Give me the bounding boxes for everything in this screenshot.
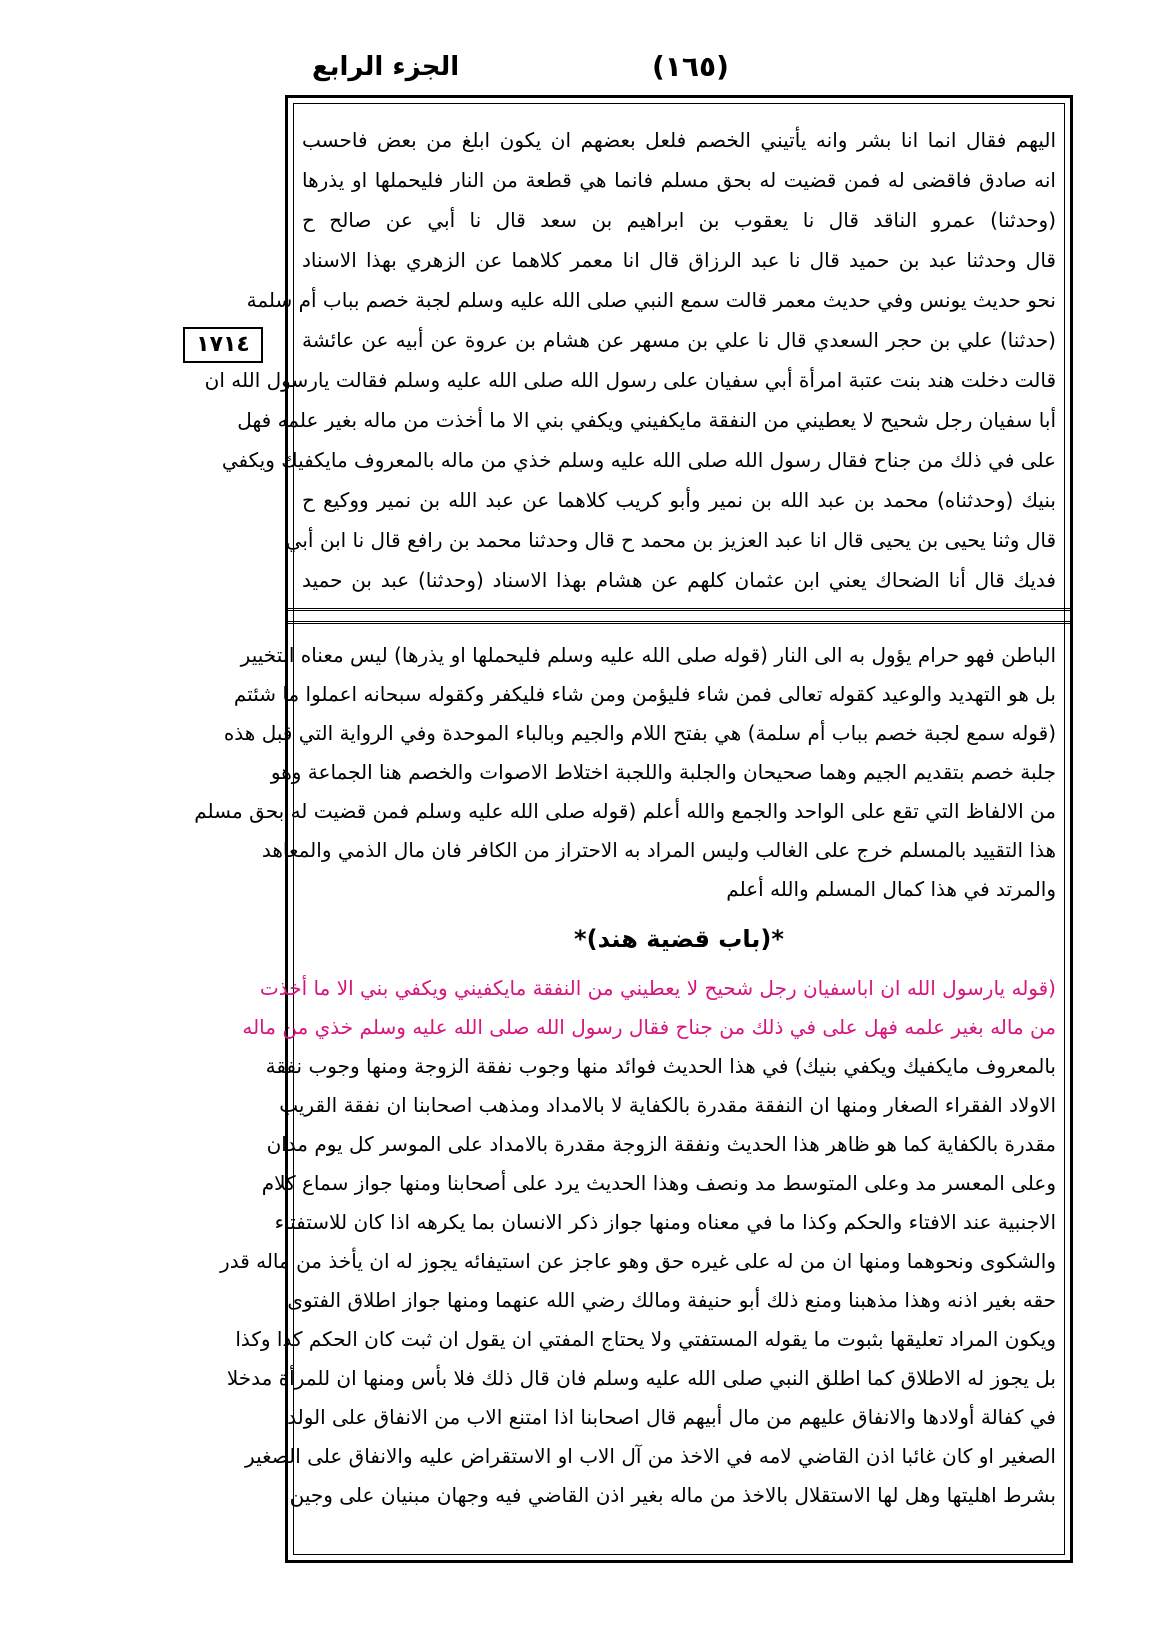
commentary-line: من الالفاظ التي تقع على الواحد والجمع والله أعلم (قوله صلى الله عليه وسلم فمن قضيت له بحق مسلم (194, 799, 1056, 823)
commentary-line: الاولاد الفقراء الصغار ومنها ان النفقة مقدرة بالكفاية لا بالامداد ومذهب اصحابنا ان نفقة القريب (279, 1093, 1056, 1117)
commentary-line: مقدرة بالكفاية كما هو ظاهر هذا الحديث ونفقة الزوجة مقدرة بالامداد على الموسر كل يوم مدان (266, 1132, 1056, 1156)
commentary-line: بالمعروف مايكفيك ويكفي بنيك) في هذا الحديث فوائد منها وجوب نفقة الزوجة ومنها وجوب نفقة (265, 1054, 1056, 1078)
hadith-line: (وحدثنا) عمرو الناقد قال نا يعقوب بن ابراهيم بن سعد قال نا أبي عن صالح ح (302, 208, 1056, 232)
hadith-line: على في ذلك من جناح فقال رسول الله صلى الله عليه وسلم خذي من ماله بالمعروف مايكفيك ويكفي (221, 448, 1056, 472)
hadith-number-badge: ١٧١٤ (183, 327, 263, 363)
commentary-line: والمرتد في هذا كمال المسلم والله أعلم (726, 877, 1056, 901)
commentary-line: حقه بغير اذنه وهذا مذهبنا ومنع ذلك أبو حنيفة ومالك رضي الله عنهما ومنها جواز اطلاق الفتوى (287, 1288, 1056, 1312)
hadith-line: أبا سفيان رجل شحيح لا يعطيني من النفقة مايكفيني ويكفي بني الا ما أخذت من ماله بغير علمه فهل (237, 408, 1056, 432)
commentary-line: هذا التقييد بالمسلم خرج على الغالب وليس المراد به الاحتراز من الكافر فان مال الذمي والمعاهد (261, 838, 1056, 862)
commentary-line: وعلى المعسر مد وعلى المتوسط مد ونصف وهذا الحديث يرد على أصحابنا ومنها جواز سماع كلام (261, 1171, 1056, 1195)
hadith-line: قالت دخلت هند بنت عتبة امرأة أبي سفيان على رسول الله صلى الله عليه وسلم فقالت يارسول الله ان (204, 368, 1056, 392)
commentary-line: الباطن فهو حرام يؤول به الى النار (قوله صلى الله عليه وسلم فليحملها او يذرها) ليس معناه التخيير (240, 643, 1056, 667)
commentary-line: الصغير او كان غائبا اذن القاضي لامه في الاخذ من آل الاب او الاستقراض عليه والانفاق على الصغير (245, 1444, 1056, 1468)
hadith-line: فديك قال أنا الضحاك يعني ابن عثمان كلهم عن هشام بهذا الاسناد (وحدثنا) عبد بن حميد (302, 568, 1056, 592)
hadith-line: نحو حديث يونس وفي حديث معمر قالت سمع النبي صلى الله عليه وسلم لجبة خصم بباب أم سلمة (246, 288, 1056, 312)
hadith-line: اليهم فقال انما انا بشر وانه يأتيني الخصم فلعل بعضهم ان يكون ابلغ من بعض فاحسب (302, 128, 1056, 152)
commentary-line: بشرط اهليتها وهل لها الاستقلال بالاخذ من ماله بغير اذن القاضي فيه وجهان مبنيان على وجين (289, 1483, 1056, 1507)
hadith-line: قال وحدثنا عبد بن حميد قال نا عبد الرزاق قال انا معمر كلاهما عن الزهري بهذا الاسناد (302, 248, 1056, 272)
hadith-line: بنيك (وحدثناه) محمد بن عبد الله بن نمير وأبو كريب كلاهما عن عبد الله بن نمير ووكيع ح (302, 488, 1056, 512)
commentary-line: (قوله سمع لجبة خصم بباب أم سلمة) هي بفتح اللام والجيم وبالباء الموحدة وفي الرواية التي قبل هذه (223, 721, 1056, 745)
hadith-line: (حدثنا) علي بن حجر السعدي قال نا علي بن مسهر عن هشام بن عروة عن أبيه عن عائشة (302, 328, 1056, 352)
chapter-heading: *(باب قضية هند)* (574, 925, 784, 953)
commentary-line: ويكون المراد تعليقها بثبوت ما يقوله المستفتي ولا يحتاج المفتي ان يقول ان ثبت كان الحكم كذا وكذا (235, 1327, 1056, 1351)
commentary-line: جلبة خصم بتقديم الجيم وهما صحيحان والجلبة واللجبة اختلاط الاصوات والخصم هنا الجماعة وهو (270, 760, 1056, 784)
commentary-line: بل هو التهديد والوعيد كقوله تعالى فمن شاء فليؤمن ومن شاء فليكفر وكقوله سبحانه اعملوا ما شئتم (233, 682, 1056, 706)
section-divider (288, 608, 1070, 624)
page-number: (١٦٥) (652, 50, 729, 83)
commentary-line: الاجنبية عند الافتاء والحكم وكذا ما في معناه ومنها جواز ذكر الانسان بما يكرهه اذا كان للاستفتاء (274, 1210, 1056, 1234)
commentary-line: والشكوى ونحوهما ومنها ان من له على غيره حق وهو عاجز عن استيفائه يجوز له ان يأخذ من ماله قدر (220, 1249, 1056, 1273)
hadith-line: انه صادق فاقضى له فمن قضيت له بحق مسلم فانما هي قطعة من النار فليحملها او يذرها (302, 168, 1056, 192)
commentary-box (194, 636, 1056, 1541)
commentary-line-quoted: من ماله بغير علمه فهل على في ذلك من جناح فقال رسول الله صلى الله عليه وسلم خذي من ماله (242, 1015, 1056, 1039)
commentary-line: بل يجوز له الاطلاق كما اطلق النبي صلى الله عليه وسلم فان قال ذلك فلا بأس ومنها ان للمرأة مدخلا (226, 1366, 1056, 1390)
commentary-line: في كفالة أولادها والانفاق عليهم من مال أبيهم قال اصحابنا اذا امتنع الاب من الانفاق على الولد (287, 1405, 1056, 1429)
commentary-line-quoted: (قوله يارسول الله ان اباسفيان رجل شحيح لا يعطيني من النفقة مايكفيني ويكفي بني الا ما أخذت (259, 976, 1056, 1000)
part-title: الجزء الرابع (312, 52, 460, 82)
hadith-line: قال وثنا يحيى بن يحيى قال انا عبد العزيز بن محمد ح قال وحدثنا محمد بن رافع قال نا ابن أبي (285, 528, 1056, 552)
